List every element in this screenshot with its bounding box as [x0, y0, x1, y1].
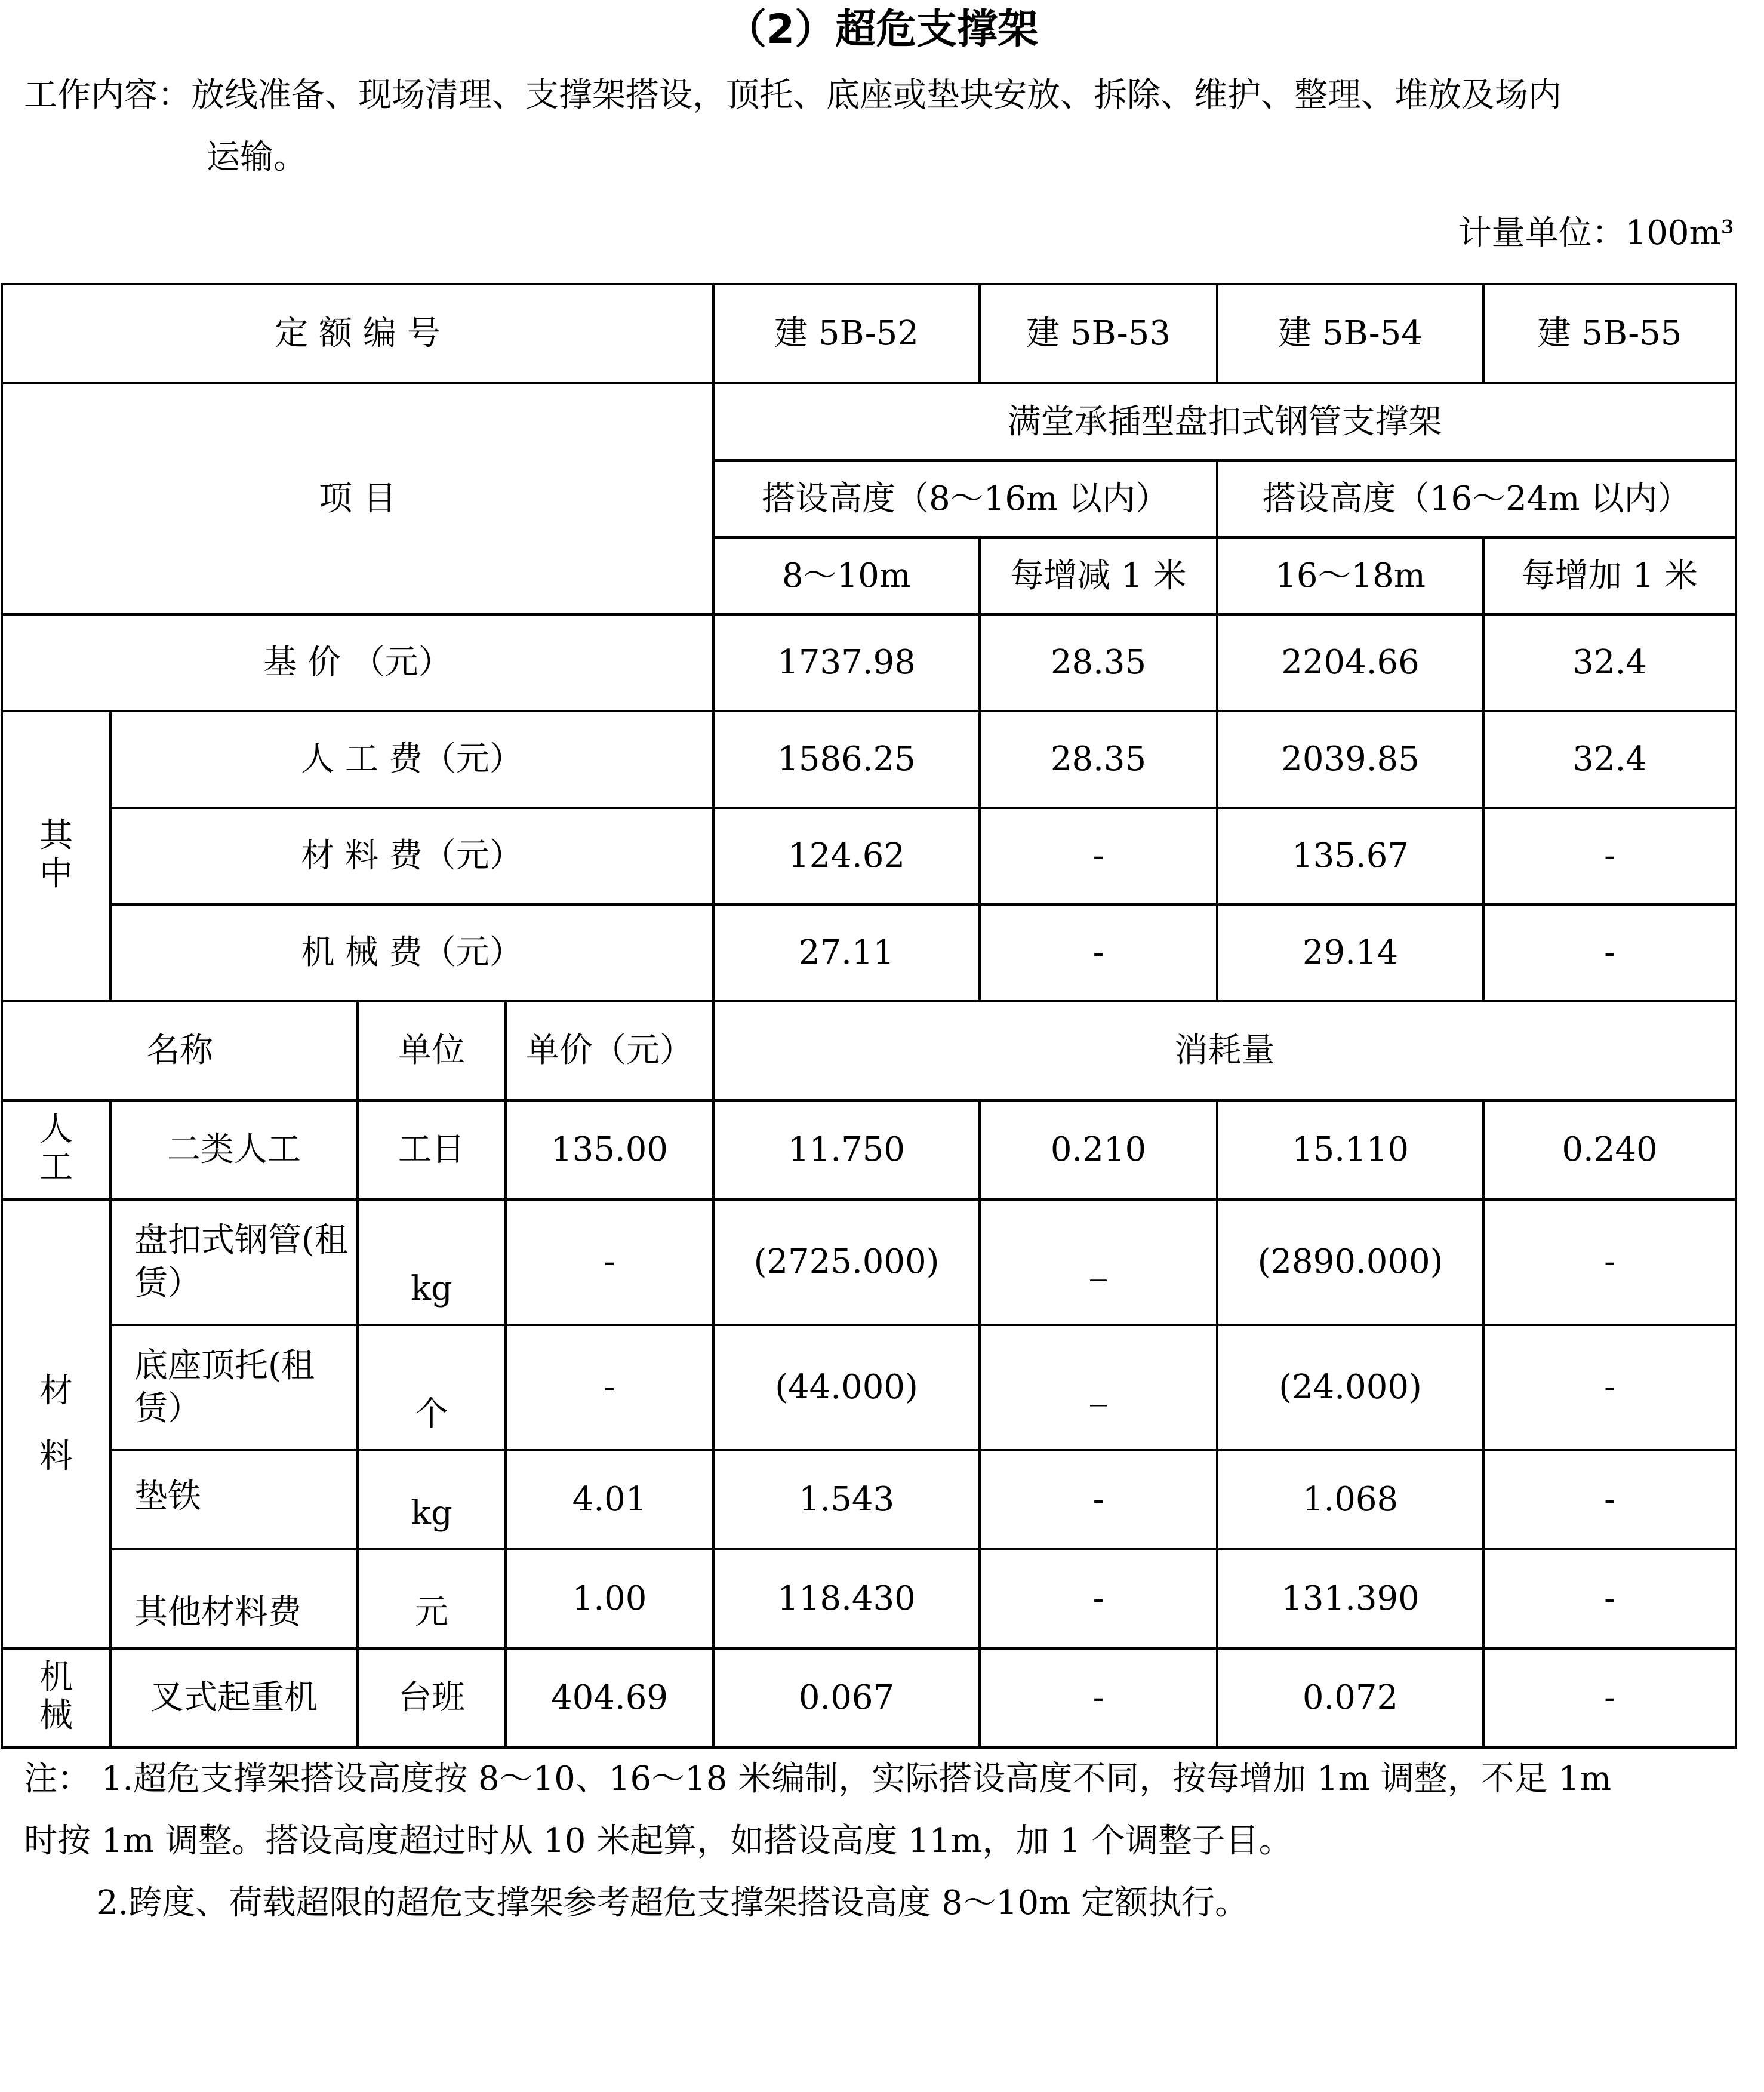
column-header: 16～18m — [1217, 537, 1483, 614]
label-material-fee: 材 料 费（元） — [110, 808, 713, 905]
item-unit: kg — [358, 1199, 506, 1325]
value-cell: - — [1483, 1549, 1736, 1648]
row-labor-item — [2, 1100, 1736, 1199]
value-cell: - — [980, 1648, 1217, 1748]
machine-group-text: 机械 — [39, 1658, 73, 1735]
value-cell: - — [1483, 808, 1736, 905]
item-price: 4.01 — [506, 1450, 713, 1549]
value-cell: 0.240 — [1483, 1100, 1736, 1199]
value-cell: 28.35 — [980, 711, 1217, 808]
item-price: - — [506, 1199, 713, 1325]
value-cell: 32.4 — [1483, 614, 1736, 711]
note-2: 2.跨度、荷载超限的超危支撑架参考超危支撑架搭设高度 8～10m 定额执行。 — [97, 1884, 1249, 1922]
value-cell: - — [980, 905, 1217, 1001]
value-cell: 0.210 — [980, 1100, 1217, 1199]
value-cell: - — [1483, 905, 1736, 1001]
item-price: - — [506, 1325, 713, 1450]
notes — [24, 1748, 1743, 1934]
page-title: （2）超危支撑架 — [725, 6, 1039, 53]
item-unit: kg — [358, 1450, 506, 1549]
value-cell: 0.072 — [1217, 1648, 1483, 1748]
value-cell: 124.62 — [713, 808, 980, 905]
column-header: 每增加 1 米 — [1483, 537, 1736, 614]
row-material-item — [2, 1325, 1736, 1450]
label-item: 项 目 — [2, 383, 713, 614]
subgroup-header: 搭设高度（8～16m 以内） — [713, 460, 1217, 537]
item-name: 盘扣式钢管(租赁） — [110, 1199, 358, 1325]
header-consumption: 消耗量 — [713, 1001, 1736, 1100]
value-cell: 1.543 — [713, 1450, 980, 1549]
value-cell: 32.4 — [1483, 711, 1736, 808]
value-cell: - — [1483, 1450, 1736, 1549]
value-cell: 118.430 — [713, 1549, 980, 1648]
measure-unit: 计量单位：100m³ — [1458, 214, 1734, 253]
note-1-line2: 时按 1m 调整。搭设高度超过时从 10 米起算，如搭设高度 11m，加 1 个调整子目。 — [24, 1822, 1292, 1860]
of-which-text: 其中 — [39, 816, 73, 893]
item-name: 其他材料费 — [110, 1549, 358, 1648]
label-base-price: 基 价 （元） — [2, 614, 713, 711]
value-cell: - — [1483, 1648, 1736, 1748]
value-cell: 29.14 — [1217, 905, 1483, 1001]
value-cell: _ — [980, 1199, 1217, 1325]
row-labor-fee — [2, 711, 1736, 808]
item-name: 叉式起重机 — [110, 1648, 358, 1748]
item-price: 135.00 — [506, 1100, 713, 1199]
code-cell: 建 5B-53 — [980, 284, 1217, 383]
material-group-text: 材料 — [39, 1371, 73, 1476]
label-machine-group — [2, 1648, 110, 1748]
value-cell: - — [1483, 1199, 1736, 1325]
group-title: 满堂承插型盘扣式钢管支撑架 — [713, 383, 1736, 460]
header-name: 名称 — [2, 1001, 358, 1100]
item-unit: 个 — [358, 1325, 506, 1450]
label-quota-code: 定 额 编 号 — [2, 284, 713, 383]
value-cell: - — [1483, 1325, 1736, 1450]
row-consumption-header — [2, 1001, 1736, 1100]
value-cell: 2204.66 — [1217, 614, 1483, 711]
item-unit: 台班 — [358, 1648, 506, 1748]
value-cell: (24.000) — [1217, 1325, 1483, 1450]
row-material-item — [2, 1199, 1736, 1325]
value-cell: 1586.25 — [713, 711, 980, 808]
row-material-fee — [2, 808, 1736, 905]
value-cell: (2890.000) — [1217, 1199, 1483, 1325]
work-content — [24, 64, 1743, 189]
value-cell: (44.000) — [713, 1325, 980, 1450]
code-cell: 建 5B-54 — [1217, 284, 1483, 383]
item-name: 垫铁 — [110, 1450, 358, 1549]
column-header: 每增减 1 米 — [980, 537, 1217, 614]
item-unit: 元 — [358, 1549, 506, 1648]
label-labor-fee: 人 工 费（元） — [110, 711, 713, 808]
item-name: 底座顶托(租赁） — [110, 1325, 358, 1450]
value-cell: 131.390 — [1217, 1549, 1483, 1648]
row-group-title — [2, 383, 1736, 460]
subgroup-header: 搭设高度（16～24m 以内） — [1217, 460, 1736, 537]
quota-table — [1, 283, 1737, 1749]
label-labor-group — [2, 1100, 110, 1199]
work-content-line1: 工作内容：放线准备、现场清理、支撑架搭设，顶托、底座或垫块安放、拆除、维护、整理、堆放及场内 — [24, 76, 1562, 115]
row-machine-fee — [2, 905, 1736, 1001]
item-price: 1.00 — [506, 1549, 713, 1648]
work-content-line2: 运输。 — [207, 138, 307, 177]
row-material-item — [2, 1549, 1736, 1648]
label-material-group — [2, 1199, 110, 1648]
label-of-which — [2, 711, 110, 1001]
value-cell: (2725.000) — [713, 1199, 980, 1325]
value-cell: 1.068 — [1217, 1450, 1483, 1549]
row-quota-code — [2, 284, 1736, 383]
value-cell: - — [980, 1450, 1217, 1549]
value-cell: 135.67 — [1217, 808, 1483, 905]
item-price: 404.69 — [506, 1648, 713, 1748]
row-base-price — [2, 614, 1736, 711]
value-cell: 15.110 — [1217, 1100, 1483, 1199]
value-cell: 1737.98 — [713, 614, 980, 711]
item-name: 二类人工 — [110, 1100, 358, 1199]
value-cell: 11.750 — [713, 1100, 980, 1199]
code-cell: 建 5B-52 — [713, 284, 980, 383]
value-cell: 27.11 — [713, 905, 980, 1001]
value-cell: 2039.85 — [1217, 711, 1483, 808]
value-cell: - — [980, 1549, 1217, 1648]
code-cell: 建 5B-55 — [1483, 284, 1736, 383]
header-price: 单价（元） — [506, 1001, 713, 1100]
labor-group-text: 人工 — [39, 1110, 73, 1187]
column-header: 8～10m — [713, 537, 980, 614]
value-cell: 0.067 — [713, 1648, 980, 1748]
label-machine-fee: 机 械 费（元） — [110, 905, 713, 1001]
value-cell: _ — [980, 1325, 1217, 1450]
row-material-item — [2, 1450, 1736, 1549]
header-unit: 单位 — [358, 1001, 506, 1100]
value-cell: 28.35 — [980, 614, 1217, 711]
note-1-line1: 注： 1.超危支撑架搭设高度按 8～10、16～18 米编制，实际搭设高度不同，按每增加 1m 调整，不足 1m — [24, 1759, 1612, 1798]
row-machine-item — [2, 1648, 1736, 1748]
value-cell: - — [980, 808, 1217, 905]
item-unit: 工日 — [358, 1100, 506, 1199]
